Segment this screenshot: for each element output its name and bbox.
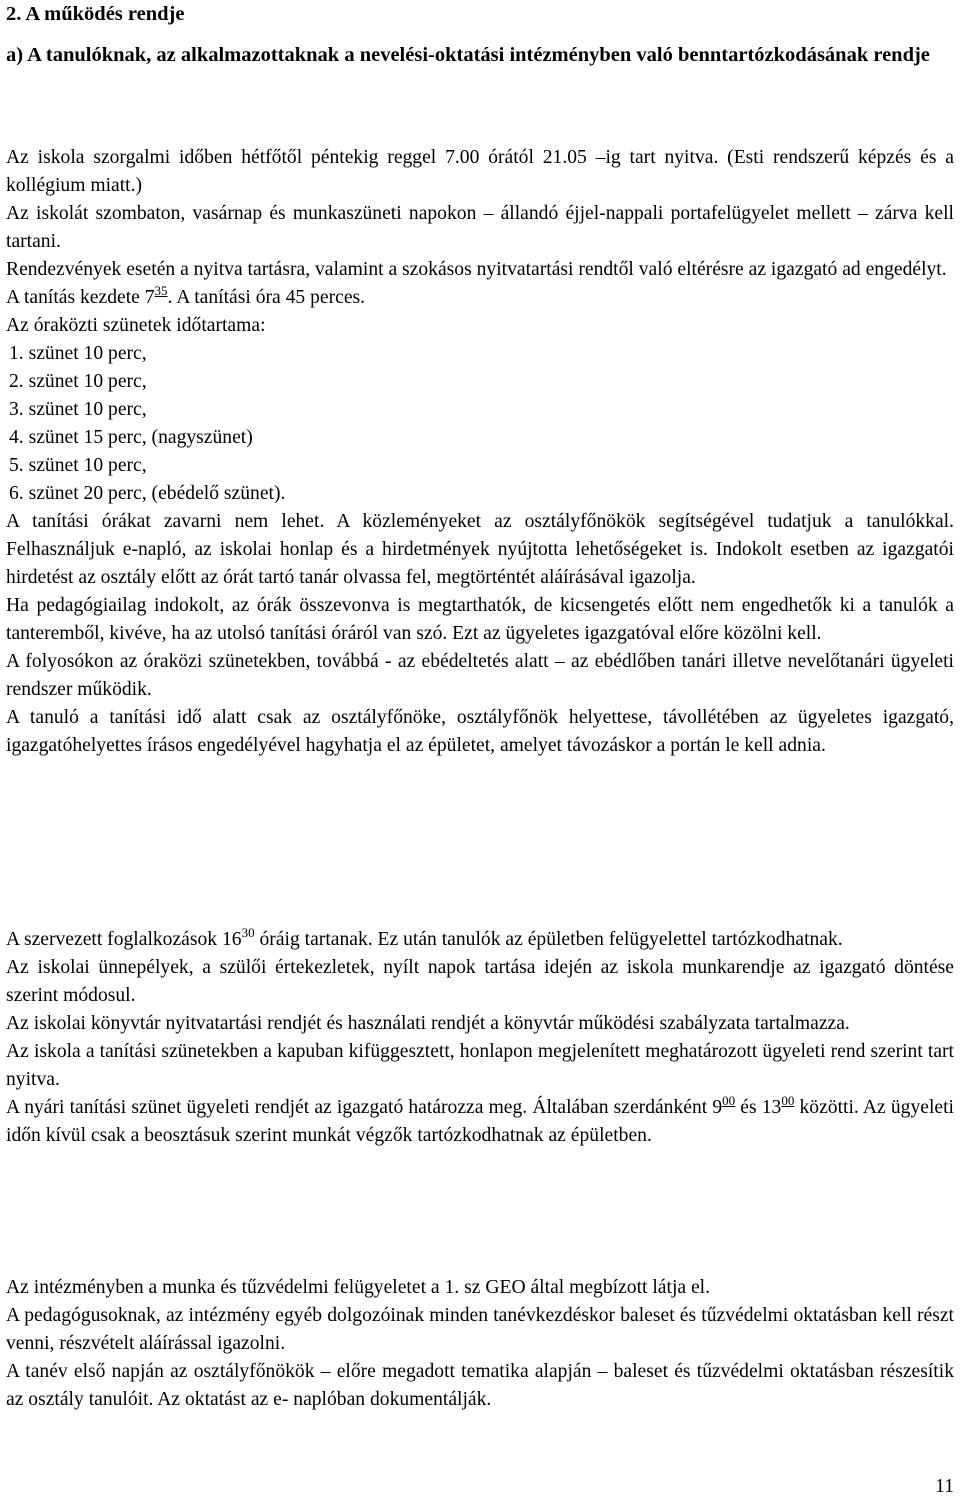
list-item: 5. szünet 10 perc, [9,455,147,476]
list-item: 6. szünet 20 perc, (ebédelő szünet). [9,483,286,504]
lesson-start-line [6,284,954,312]
paragraph: Az iskola a tanítási szünetekben a kapuban kifüggesztett, honlapon megjelenített meghatározott ügyeleti rend szerint tart nyitva. [6,1041,954,1090]
lesson-start-minutes: 35 [154,283,168,298]
text-block-2 [6,926,954,1150]
sessions-paragraph [6,926,954,954]
lesson-start-suffix: . A tanítási óra 45 perces. [167,287,366,308]
text-block-3 [6,1274,954,1414]
list-item: 1. szünet 10 perc, [9,343,147,364]
lesson-start-prefix: A tanítás kezdete 7 [6,287,155,308]
breaks-list [6,340,954,508]
summer-part-2: és 13 [735,1097,782,1118]
text-block-1 [6,144,954,760]
sessions-prefix: A szervezett foglalkozások 16 [6,929,242,950]
paragraph: A tanuló a tanítási idő alatt csak az osztályfőnöke, osztályfőnök helyettese, távollétében az ügyeletes igazgató, igazgatóhelyettes írásos engedélyével hagyhatja el az épületet, amelyet távozáskor a portán le kell adnia. [6,707,954,756]
summer-minutes-1: 00 [722,1093,736,1108]
page-number: 11 [935,1476,954,1497]
summer-paragraph [6,1094,954,1150]
breaks-heading: Az óraközti szünetek időtartama: [6,315,266,336]
list-item: 3. szünet 10 perc, [9,399,147,420]
summer-minutes-2: 00 [781,1093,795,1108]
paragraph: Az iskola szorgalmi időben hétfőtől péntekig reggel 7.00 órától 21.05 –ig tart nyitva. (Esti rendszerű képzés és a kollégium miatt.) [6,147,954,196]
paragraph: A folyosókon az óraközi szünetekben, továbbá - az ebédeltetés alatt – az ebédlőben tanári illetve nevelőtanári ügyeleti rendszer működik. [6,651,954,700]
paragraph: Ha pedagógiailag indokolt, az órák összevonva is megtarthatók, de kicsengetés előtt nem engedhetők ki a tanulók a tanteremből, kivéve, ha az utolsó tanítási óráról van szó. Ezt az ügyeletes igazgatóval előre közölni kell. [6,595,954,644]
sessions-suffix: óráig tartanak. Ez után tanulók az épületben felügyelettel tartózkodhatnak. [254,929,843,950]
list-item: 2. szünet 10 perc, [9,371,147,392]
paragraph: Az iskolai könyvtár nyitvatartási rendjét és használati rendjét a könyvtár működési szabályzata tartalmazza. [6,1013,850,1034]
summer-part-3: közötti. Az ügyeleti időn kívül csak a beosztásuk szerint munkát végzők tartózkodhatnak az épületben. [6,1097,954,1146]
paragraph: Az iskolai ünnepélyek, a szülői értekezletek, nyílt napok tartása idején az iskola munkarendje az igazgató döntése szerint módosul. [6,957,954,1006]
paragraph: Rendezvények esetén a nyitva tartásra, valamint a szokásos nyitvatartási rendtől való eltérésre az igazgató ad engedélyt. [6,259,947,280]
summer-part-1: A nyári tanítási szünet ügyeleti rendjét az igazgató határozza meg. Általában szerdánként 9 [6,1097,723,1118]
section-title: 2. A működés rendje [6,3,185,25]
paragraph: Az intézményben a munka és tűzvédelmi felügyeletet a 1. sz GEO által megbízott látja el. [6,1277,711,1298]
paragraph: A pedagógusoknak, az intézmény egyéb dolgozóinak minden tanévkezdéskor baleset és tűzvédelmi oktatásban kell részt venni, részvételt aláírással igazolni. [6,1305,954,1354]
list-item: 4. szünet 15 perc, (nagyszünet) [9,427,253,448]
sessions-minutes: 30 [241,925,255,940]
subsection-title: a) A tanulóknak, az alkalmazottaknak a nevelési-oktatási intézményben való benntartózkodásának rendje [6,44,930,66]
paragraph: Az iskolát szombaton, vasárnap és munkaszüneti napokon – állandó éjjel-nappali portafelügyelet mellett – zárva kell tartani. [6,203,954,252]
paragraph: A tanítási órákat zavarni nem lehet. A közleményeket az osztályfőnökök segítségével tudatjuk a tanulókkal. Felhasználjuk e-napló, az iskolai honlap és a hirdetmények nyújtotta lehetőségeket is. Indokolt esetben az igazgatói hirdetést az osztály előtt az órát tartó tanár olvassa fel, megtörténtét aláírásával igazolja. [6,511,954,588]
paragraph: A tanév első napján az osztályfőnökök – előre megadott tematika alapján – baleset és tűzvédelmi oktatásban részesítik az osztály tanulóit. Az oktatást az e- naplóban dokumentálják. [6,1361,954,1410]
